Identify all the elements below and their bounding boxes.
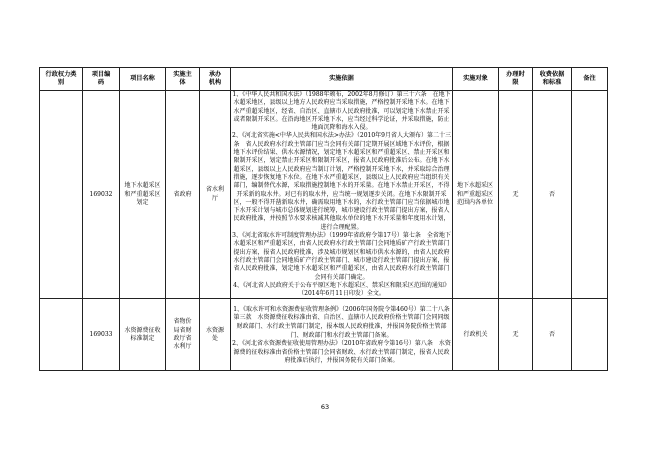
cell-agency: 省水利厅 bbox=[200, 91, 231, 299]
cell-remark bbox=[572, 299, 608, 371]
cell-code: 169032 bbox=[83, 91, 120, 299]
basis-clause: 2、《河北省实施<中华人民共和国水法>办法》（2010年9月省人大颁布）第二十三条 省人民政府水行政主管部门应当会同有关部门定期开展区域地下水评价，根据地下水评价结果、供水水源情况，划定地下水超采区和严重超采区、禁止开采区和限制开采区，划定禁止开采区和限制开采区，报省人民政府批准后公布。在地下水超采区，县级以上人民政府应当制订计划，严格控制开采地下水，并采取综合治理措施，逐步恢复地下水位。在地下水严重超采区，县级以上人民政府应当组织有关部门，编制替代水源，采取措施控制地下水的开采量。在地下水禁止开采区，不得开采新的取水井。对已有的取水井，应当统一规划逐步关闭。在地下水限制开采区，一般不得开凿新取水井，确需取用地下水的，水行政主管部门应当依据城市地下水开采计划与城市总体规划进行统筹，城市建设行政主管部门提出方案，报省人民政府批准，并按照节水要求核减其他取水单位的地下水开采量和年度用水计划，进行合理配置。 bbox=[232, 132, 451, 231]
header-name: 项目名称 bbox=[120, 68, 166, 91]
cell-fee: 否 bbox=[533, 91, 572, 299]
basis-clause: 1、《中华人民共和国水法》（1988年颁布，2002年8月修订）第三十六条 在地下水超采地区，县级以上地方人民政府应当采取措施，严格控制开采地下水。在地下水严重超采地区，经省、自治区、直辖市人民政府批准，可以划定地下水禁止开采或者限制开采区。在沿海地区开采地下水，应当经过科学论证，并采取措施，防止地面沉降和海水入侵。 bbox=[232, 91, 451, 132]
cell-subject: 省物价局省财政厅省水利厅 bbox=[166, 299, 200, 371]
cell-agency: 水资源处 bbox=[200, 299, 231, 371]
basis-clause: 2、《河北省水资源费征收使用管理办法》（2010年省政府令第16号）第八条 水资源费的征收标准由省价格主管部门会同省财政、水行政主管部门制定，报省人民政府批准后执行，并报国务院有关部门备案。 bbox=[232, 340, 451, 365]
cell-time-limit: 无 bbox=[499, 91, 533, 299]
header-time-limit: 办理时限 bbox=[499, 68, 533, 91]
cell-target: 地下水超采区和严重超采区范围内各单位 bbox=[453, 91, 499, 299]
cell-remark bbox=[572, 91, 608, 299]
header-remark: 备注 bbox=[572, 68, 608, 91]
cell-subject: 省政府 bbox=[166, 91, 200, 299]
header-agency: 承办机构 bbox=[200, 68, 231, 91]
cell-name: 水资源费征收标准制定 bbox=[120, 299, 166, 371]
administrative-power-table bbox=[39, 67, 608, 371]
cell-time-limit: 无 bbox=[499, 299, 533, 371]
cell-name: 地下水超采区和严重超采区划定 bbox=[120, 91, 166, 299]
header-code: 项目编码 bbox=[83, 68, 120, 91]
table-row bbox=[40, 91, 608, 299]
cell-basis bbox=[231, 91, 453, 299]
cell-target: 行政机关 bbox=[453, 299, 499, 371]
basis-clause: 3、《河北省取水许可制度管理办法》（1999年省政府令第17号）第七条 全省地下水超采区和严重超采区，由省人民政府水行政主管部门会同地质矿产行政主管部门提出方案，报省人民政府批准，涉及城市规划区和城市供水水源的，由省人民政府水行政主管部门会同地质矿产行政主管部门、城市建设行政主管部门提出方案，报省人民政府批准，划定地下水超采区和严重超采区，由省人民政府水行政主管部门会同有关部门确定。 bbox=[232, 232, 451, 281]
basis-clause: 4、《河北省人民政府关于公布平原区地下水超采区、禁采区和限采区范围的通知》（2014年6月11日印发）全文。 bbox=[233, 281, 450, 298]
cell-category bbox=[40, 91, 83, 299]
cell-category bbox=[40, 299, 83, 371]
cell-code: 169033 bbox=[83, 299, 120, 371]
page-number: 63 bbox=[320, 403, 330, 411]
header-basis: 实施依据 bbox=[231, 68, 453, 91]
header-fee: 收费依据和标准 bbox=[533, 68, 572, 91]
header-subject: 实施主体 bbox=[166, 68, 200, 91]
cell-fee: 否 bbox=[533, 299, 572, 371]
table-header-row bbox=[40, 68, 608, 91]
header-target: 实施对象 bbox=[453, 68, 499, 91]
table-row bbox=[40, 299, 608, 371]
basis-clause: 1、《取水许可和水资源费征收管理条例》（2006年国务院令第460号）第二十八条第三款 水资源费征收标准由省、自治区、直辖市人民政府价格主管部门会同同级财政部门、水行政主管部门制定，报本级人民政府批准，并报国务院价格主管部门、财政部门和水行政主管部门备案。 bbox=[233, 305, 450, 339]
cell-basis bbox=[231, 299, 453, 371]
header-category: 行政权力类别 bbox=[40, 68, 83, 91]
